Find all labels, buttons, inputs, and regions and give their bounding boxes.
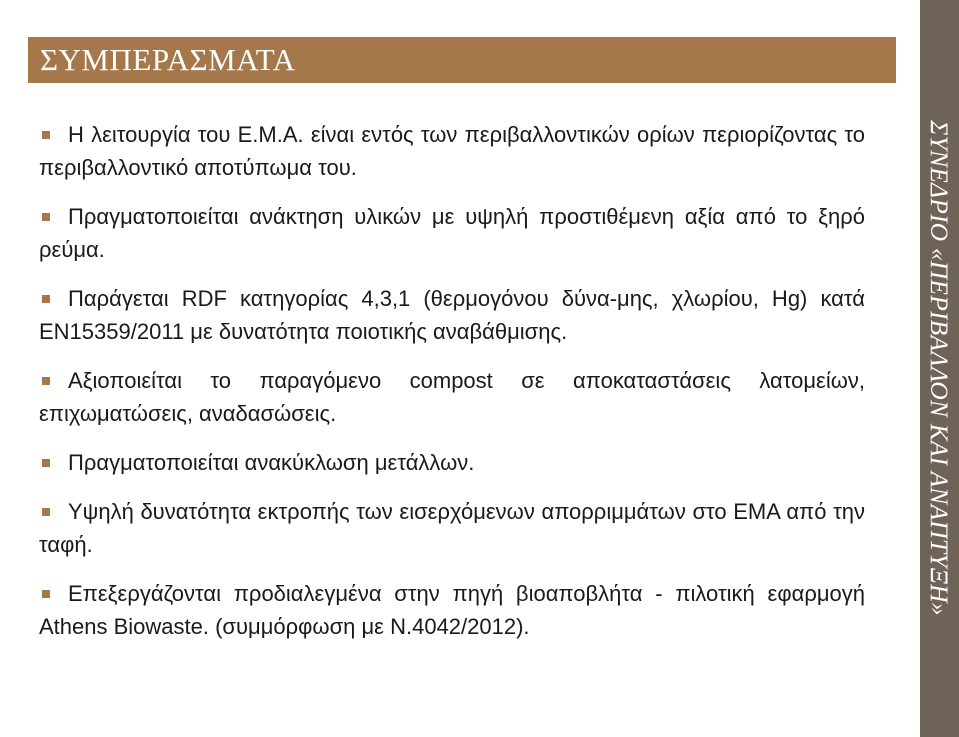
list-item [39, 495, 865, 561]
square-bullet-icon [42, 508, 50, 516]
bullet-text: Επεξεργάζονται προδιαλεγμένα στην πηγή βιοαποβλήτα - πιλοτική εφαρμογή Athens Biowaste. (συμμόρφωση με Ν.4042/2012). [39, 581, 865, 639]
square-bullet-icon [42, 131, 50, 139]
square-bullet-icon [42, 295, 50, 303]
bullet-text: Πραγματοποιείται ανακύκλωση μετάλλων. [68, 450, 475, 475]
square-bullet-icon [42, 590, 50, 598]
list-item [39, 577, 865, 643]
side-bar [920, 0, 959, 737]
list-item [39, 364, 865, 430]
list-item [39, 446, 865, 479]
square-bullet-icon [42, 459, 50, 467]
list-item [39, 118, 865, 184]
conference-label: ΣΥΝΕΔΡΙΟ «ΠΕΡΙΒΑΛΛΟΝ ΚΑΙ ΑΝΑΠΤΥΞΗ» [925, 120, 954, 616]
bullet-text: Πραγματοποιείται ανάκτηση υλικών με υψηλή προστιθέμενη αξία από το ξηρό ρεύμα. [39, 204, 865, 262]
square-bullet-icon [42, 213, 50, 221]
square-bullet-icon [42, 377, 50, 385]
bullet-text: Αξιοποιείται το παραγόμενο compost σε αποκαταστάσεις λατομείων, επιχωματώσεις, αναδασώσεις. [39, 368, 865, 426]
title-bar [28, 37, 896, 83]
slide-title: ΣΥΜΠΕΡΑΣΜΑΤΑ [40, 42, 296, 77]
bullet-text: Υψηλή δυνατότητα εκτροπής των εισερχόμενων απορριμμάτων στο ΕΜΑ από την ταφή. [39, 499, 865, 557]
conclusions-list [39, 118, 865, 643]
bullet-text: Η λειτουργία του Ε.Μ.Α. είναι εντός των περιβαλλοντικών ορίων περιορίζοντας το περιβαλλοντικό αποτύπωμα του. [39, 122, 865, 180]
bullet-text: Παράγεται RDF κατηγορίας 4,3,1 (θερμογόνου δύνα-μης, χλωρίου, Hg) κατά EN15359/2011 με δυνατότητα ποιοτικής αναβάθμισης. [39, 286, 865, 344]
list-item [39, 282, 865, 348]
list-item [39, 200, 865, 266]
